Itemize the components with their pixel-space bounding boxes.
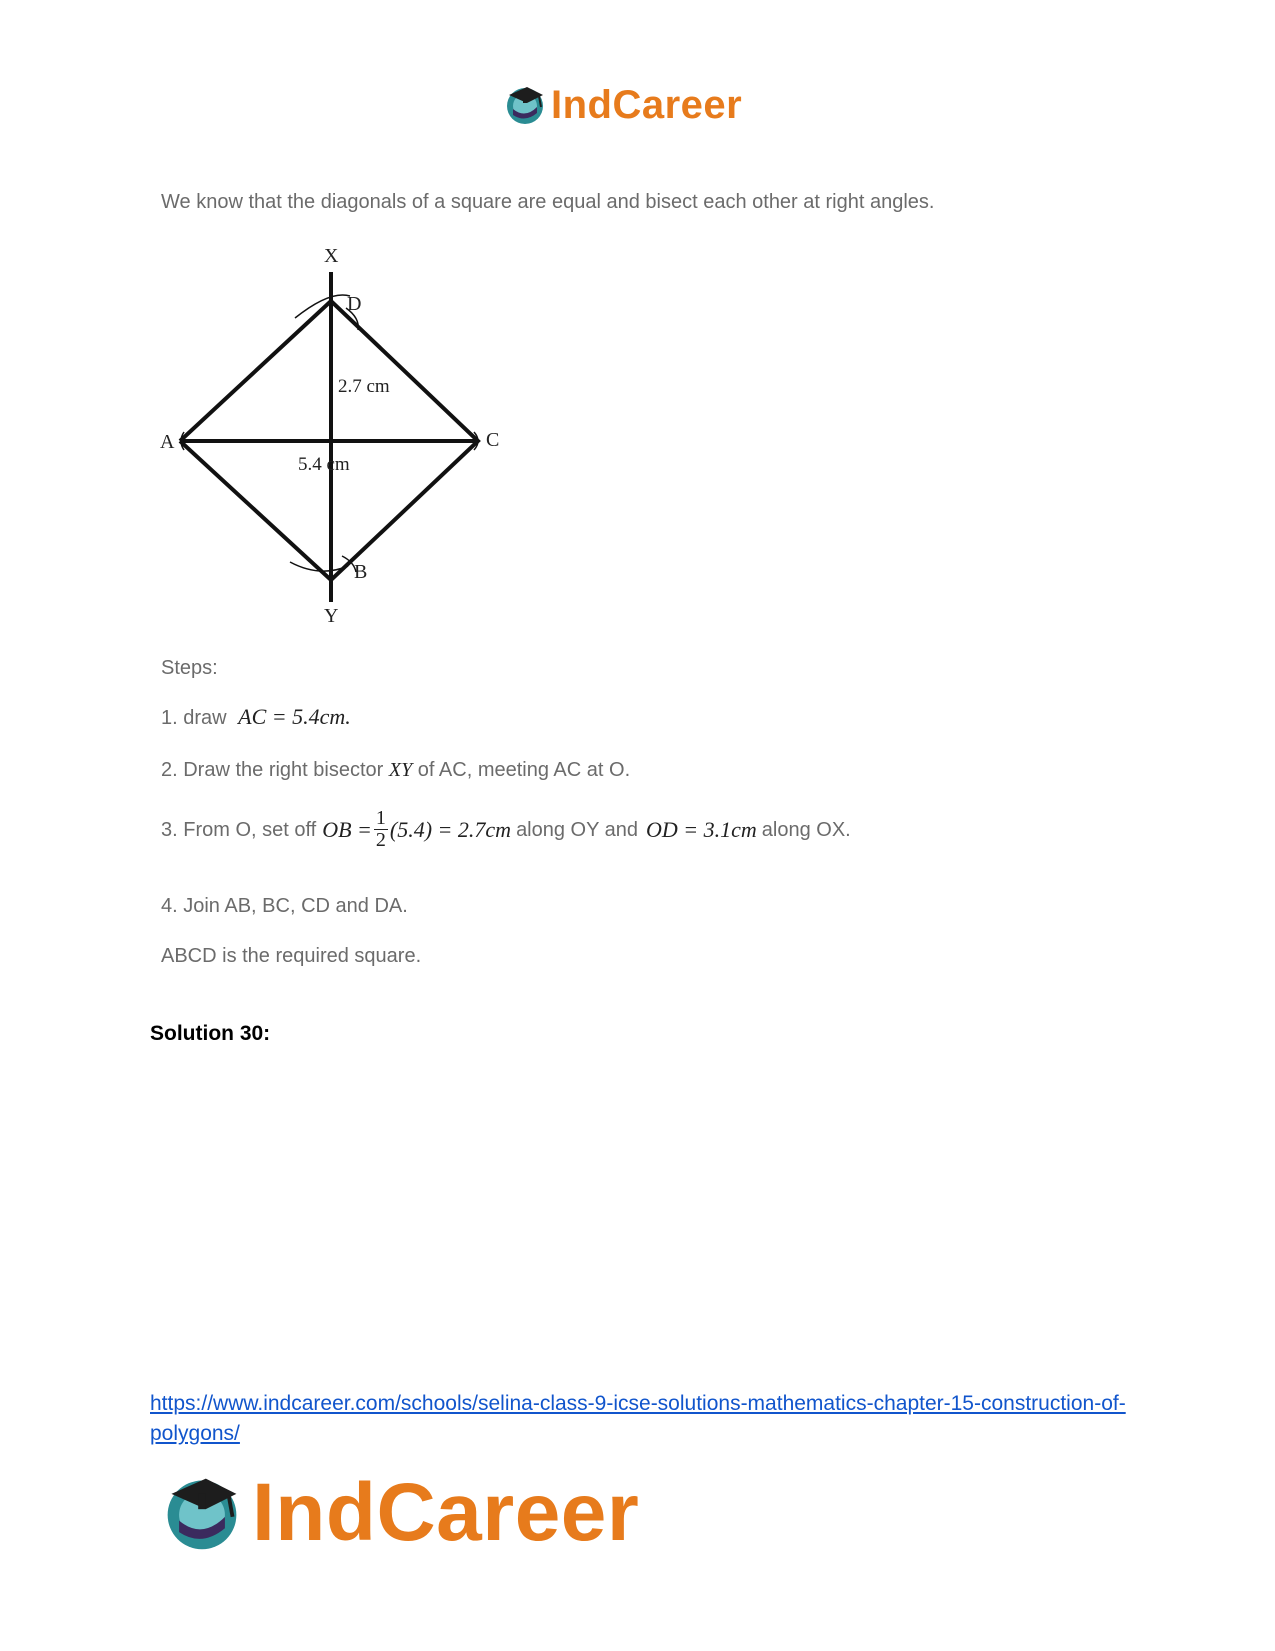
step-3-math-lhs: OB = <box>322 816 372 842</box>
step-3-fraction <box>374 808 388 851</box>
label-x: X <box>324 245 339 267</box>
step-4: 4. Join AB, BC, CD and DA. <box>161 895 408 917</box>
label-b: B <box>354 561 368 583</box>
header-logo-text: IndCareer <box>551 83 743 127</box>
step-2-suffix: of AC, meeting AC at O. <box>417 759 631 781</box>
step-1-math: AC = 5.4cm. <box>238 704 351 729</box>
step-2-text: 2. Draw the right bisector <box>161 759 384 781</box>
step-2-math: XY <box>388 759 413 781</box>
graduation-cap-icon <box>160 1471 244 1555</box>
graduation-cap-icon <box>503 83 547 127</box>
footer-logo <box>160 1468 639 1558</box>
steps-title: Steps: <box>161 657 218 679</box>
fraction-numerator: 1 <box>375 807 386 829</box>
square-construction-diagram <box>150 240 530 630</box>
footer-logo-text: IndCareer <box>252 1467 640 1558</box>
measure-od-label: 2.7 cm <box>338 376 390 397</box>
intro-text: We know that the diagonals of a square are equal and bisect each other at right angles. <box>161 191 935 213</box>
fraction-denominator: 2 <box>375 829 386 851</box>
step-3-math-rhs: (5.4) = 2.7cm <box>389 816 512 842</box>
label-c: C <box>486 429 500 451</box>
step-3-text: 3. From O, set off <box>161 818 317 841</box>
step-1 <box>161 706 351 728</box>
source-link[interactable]: https://www.indcareer.com/schools/selina-class-9-icse-solutions-mathematics-chapter-15-construction-of-polygons/ <box>150 1392 1126 1445</box>
step-3-math-od: OD = 3.1cm <box>646 816 757 842</box>
step-3-suffix: along OX. <box>761 818 851 841</box>
header-logo <box>503 80 742 130</box>
label-y: Y <box>324 605 339 627</box>
measure-ac-label: 5.4 cm <box>298 454 350 475</box>
label-d: D <box>347 293 362 315</box>
step-2 <box>161 760 630 780</box>
conclusion-text: ABCD is the required square. <box>161 945 422 967</box>
step-3 <box>161 808 851 851</box>
step-1-text: 1. draw <box>161 707 227 729</box>
label-a: A <box>160 431 175 453</box>
step-3-mid: along OY and <box>516 818 639 841</box>
solution-heading: Solution 30: <box>150 1022 271 1045</box>
